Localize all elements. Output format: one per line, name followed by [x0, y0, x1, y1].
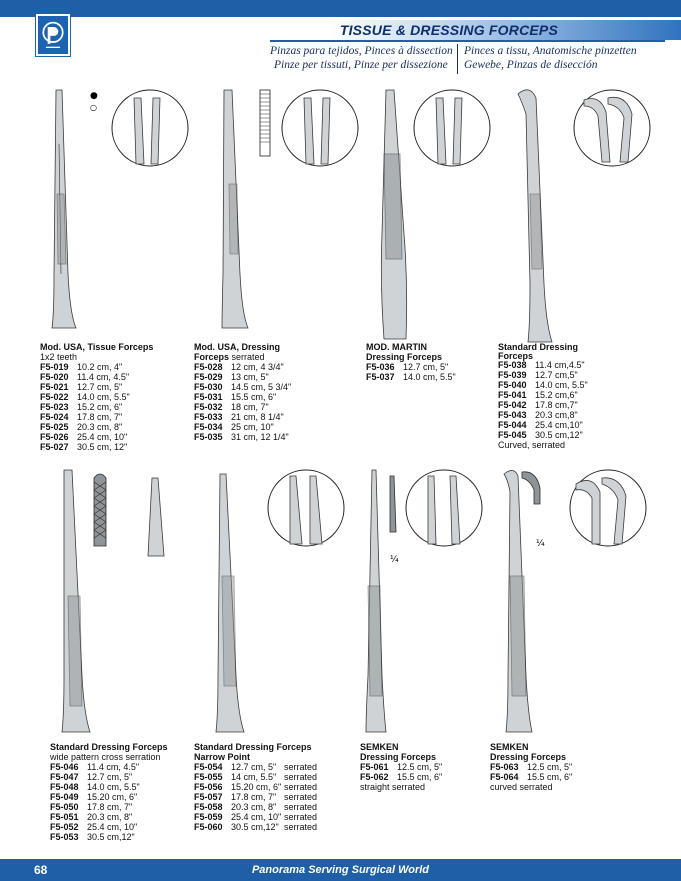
product-row: F5-021 12.7 cm, 5" [40, 382, 123, 392]
product-row: F5-055 14 cm, 5.5" serrated [194, 772, 318, 782]
product-row: F5-048 14.0 cm, 5.5" [50, 782, 140, 792]
curved-dressing-forceps-figure [508, 84, 658, 346]
product-name-2: Dressing Forceps [490, 752, 567, 762]
scale-mark: ¼ [390, 555, 399, 565]
product-name: Standard Dressing Forceps [50, 742, 168, 752]
product-name-2: Forceps [498, 351, 534, 361]
product-row: F5-025 20.3 cm, 8" [40, 422, 123, 432]
page-title: TISSUE & DRESSING FORCEPS [339, 22, 558, 38]
product-name: SEMKEN [360, 742, 399, 752]
title-underline [270, 40, 665, 42]
product-row: F5-028 12 cm, 4 3/4" [194, 362, 284, 372]
product-row: F5-032 18 cm, 7" [194, 402, 269, 412]
product-name-2: Narrow Point [194, 752, 251, 762]
product-row: F5-051 20.3 cm, 8" [50, 812, 133, 822]
product-block-5 [50, 742, 168, 842]
product-row: F5-049 15.20 cm, 6" [50, 792, 138, 802]
product-row: F5-044 25.4 cm,10" [498, 420, 583, 430]
product-row: F5-062 15.5 cm, 6" [360, 772, 443, 782]
product-name-2: Dressing Forceps [360, 752, 437, 762]
product-row: F5-036 12.7 cm, 5" [366, 362, 449, 372]
product-row: F5-047 12.7 cm, 5" [50, 772, 133, 782]
product-row: F5-031 15.5 cm, 6" [194, 392, 277, 402]
product-row: F5-053 30.5 cm,12" [50, 832, 135, 842]
product-row: F5-058 20.3 cm, 8" serrated [194, 802, 318, 812]
page-number: 68 [34, 863, 48, 877]
product-row: F5-042 17.8 cm,7" [498, 400, 578, 410]
product-row: F5-019 10.2 cm, 4" [40, 362, 123, 372]
product-note: Curved, serrated [498, 440, 566, 450]
wide-serration-forceps-figure [54, 466, 184, 736]
product-row: F5-026 25.4 cm, 10" [40, 432, 128, 442]
product-row: F5-030 14.5 cm, 5 3/4" [194, 382, 292, 392]
product-name: SEMKEN [490, 742, 529, 752]
subtitle-right-1: Pinces a tissu, Anatomische pinzetten [464, 45, 637, 57]
product-row: F5-061 12.5 cm, 5" [360, 762, 443, 772]
svg-text:○: ○ [90, 103, 97, 112]
product-name: Standard Dressing Forceps [194, 742, 312, 752]
product-row: F5-037 14.0 cm, 5.5" [366, 372, 456, 382]
product-block-2 [194, 342, 291, 442]
product-row: F5-040 14.0 cm, 5.5" [498, 380, 588, 390]
product-row: F5-046 11.4 cm, 4.5" [50, 762, 140, 772]
subtitle-right-2: Gewebe, Pinzas de disección [464, 59, 598, 71]
product-row: F5-041 15.2 cm,6" [498, 390, 578, 400]
product-row: F5-034 25 cm, 10" [194, 422, 274, 432]
product-note: curved serrated [490, 782, 553, 792]
product-row: F5-043 20.3 cm,8" [498, 410, 578, 420]
product-row: F5-050 17.8 cm, 7" [50, 802, 133, 812]
product-row: F5-033 21 cm, 8 1/4" [194, 412, 284, 422]
product-name-2: Forceps [194, 352, 230, 362]
svg-text:●: ● [90, 91, 98, 101]
semken-straight-figure [356, 466, 486, 736]
product-row: F5-022 14.0 cm, 5.5" [40, 392, 130, 402]
martin-forceps-figure [370, 84, 500, 342]
product-row: F5-063 12.5 cm, 5" [490, 762, 573, 772]
product-row: F5-045 30.5 cm,12" [498, 430, 583, 440]
product-name: MOD. MARTIN [366, 342, 427, 352]
product-block-6 [194, 742, 317, 832]
product-row: F5-039 12.7 cm,5" [498, 370, 578, 380]
product-row: F5-023 15.2 cm, 6" [40, 402, 123, 412]
product-block-7 [360, 742, 442, 792]
product-row: F5-029 13 cm, 5" [194, 372, 269, 382]
product-row: F5-020 11.4 cm, 4.5" [40, 372, 130, 382]
product-row: F5-052 25.4 cm, 10" [50, 822, 138, 832]
product-name: Mod. USA, Dressing [194, 342, 281, 352]
narrow-point-forceps-figure [210, 466, 350, 736]
semken-curved-figure [496, 466, 656, 736]
product-block-4 [498, 342, 588, 450]
product-note: wide pattern cross serration [50, 752, 161, 762]
product-row: F5-057 17.8 cm, 7" serrated [194, 792, 318, 802]
product-block-3 [366, 342, 456, 382]
product-row: F5-038 11.4 cm,4.5" [498, 360, 585, 370]
product-block-8 [490, 742, 572, 792]
product-name: Standard Dressing [498, 342, 579, 352]
product-row: F5-035 31 cm, 12 1/4" [194, 432, 289, 442]
product-note: straight serrated [360, 782, 426, 792]
product-name-2: Dressing Forceps [366, 352, 443, 362]
product-row: F5-059 25.4 cm, 10" serrated [194, 812, 318, 822]
scale-mark: ¼ [536, 539, 545, 549]
tissue-forceps-figure [40, 84, 190, 329]
product-note: serrated [229, 352, 265, 362]
product-note: 1x2 teeth [40, 352, 78, 362]
brand-logo [36, 14, 70, 56]
subtitle-left-2: Pinze per tissuti, Pinze per dissezione [274, 59, 448, 71]
product-name: Mod. USA, Tissue Forceps [40, 342, 154, 352]
dressing-forceps-figure [210, 84, 360, 329]
product-row: F5-064 15.5 cm, 6" [490, 772, 573, 782]
product-row: F5-027 30.5 cm, 12" [40, 442, 128, 452]
top-bar [0, 0, 681, 17]
product-row: F5-056 15.20 cm, 6" serrated [194, 782, 318, 792]
subtitle-left-1: Pinzas para tejidos, Pinces à dissection [270, 45, 453, 57]
subtitle-divider [457, 44, 458, 74]
product-row: F5-024 17.8 cm, 7" [40, 412, 123, 422]
product-row: F5-060 30.5 cm,12" serrated [194, 822, 318, 832]
product-block-1 [40, 342, 153, 452]
product-row: F5-054 12.7 cm, 5" serrated [194, 762, 318, 772]
footer-slogan: Panorama Serving Surgical World [251, 864, 430, 876]
